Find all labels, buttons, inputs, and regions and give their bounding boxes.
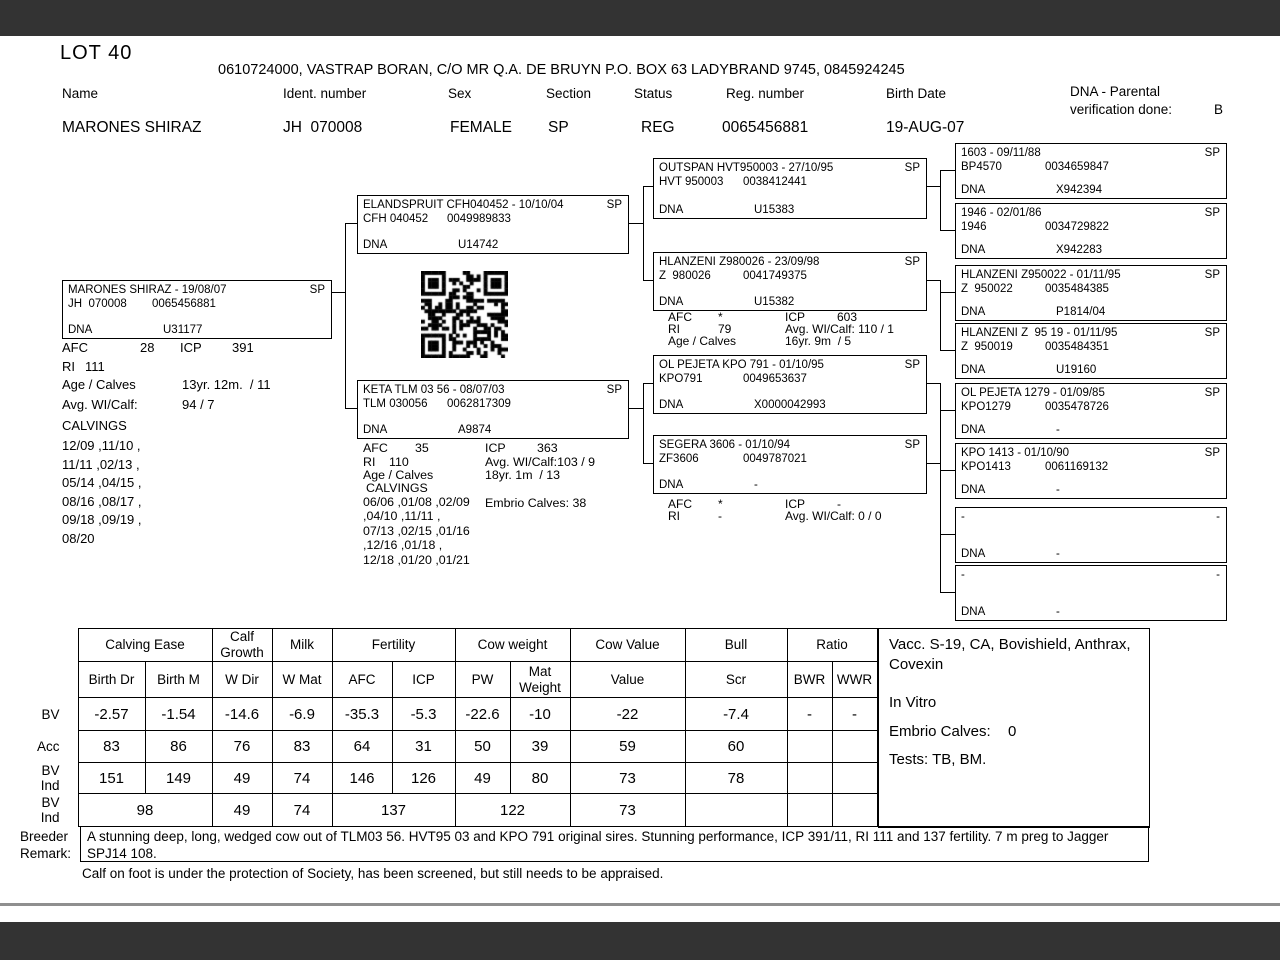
top-bar [0, 0, 1280, 36]
animal-reg-number: 0065456881 [722, 119, 809, 136]
ggp6-dna: - [1056, 483, 1060, 496]
dna-label: DNA [961, 243, 986, 256]
dna-label: DNA [363, 238, 388, 251]
gp1-ident: HVT 950003 [659, 176, 724, 189]
ggp6-reg: 0061169132 [1045, 461, 1109, 474]
subject-age-calves: Age / Calves 13yr. 12m. / 11 [62, 377, 271, 392]
breeder-remark-text: A stunning deep, long, wedged cow out of TLM03 56. HVT95 03 and KPO 791 original sires. Stunning performance, ICP 391/11, RI 111 and 137 fertility. 7 m preg to Jagger SPJ14 108. [87, 829, 1109, 862]
pedigree-box-ggp-7 [955, 507, 1227, 563]
dna-label: DNA [961, 423, 986, 436]
ggp2-title: 1946 - 02/01/86 [961, 207, 1042, 219]
subject-afc-icp: AFC 28 ICP 391 [62, 340, 254, 355]
animal-ident-number: JH 070008 [283, 119, 363, 136]
group-calving-ease: Calving Ease [78, 629, 212, 662]
ggp1-reg: 0034659847 [1045, 161, 1109, 174]
col-scr: Scr [685, 662, 787, 698]
breeder-remark-box [80, 826, 1149, 862]
dna-label: DNA [961, 483, 986, 496]
ggp5-title: OL PEJETA 1279 - 01/09/85 [961, 387, 1105, 399]
gp4-section-flag: SP [904, 439, 920, 451]
dna-label: DNA [659, 203, 684, 216]
ggp5-section-flag: SP [1204, 387, 1220, 399]
pedigree-box-subject [62, 280, 332, 339]
pedigree-box-ggp-8 [955, 565, 1227, 621]
tests-line: Tests: TB, BM. [889, 751, 987, 768]
gp2-reg: 0041749375 [743, 270, 807, 283]
subject-calvings-label: CALVINGS [62, 418, 127, 433]
gp2-ident: Z 980026 [659, 270, 711, 283]
label-section: Section [546, 86, 592, 101]
ggp6-section-flag: SP [1204, 447, 1220, 459]
subject-title: MARONES SHIRAZ - 19/08/07 [68, 284, 227, 296]
gp4-afc-icp: AFC * ICP - [668, 497, 841, 511]
sire-ident: CFH 040452 [363, 213, 429, 226]
dam-embrio-calves: Embrio Calves: 38 [485, 496, 587, 510]
dam-avg-wi-calf: Avg. WI/Calf:103 / 9 [485, 455, 595, 469]
row-label-acc: Acc [20, 731, 78, 763]
pedigree-box-dam [357, 380, 629, 439]
ggp4-section-flag: SP [1204, 327, 1220, 339]
gp2-afc-icp: AFC * ICP 603 [668, 310, 858, 324]
dna-label: DNA [659, 478, 684, 491]
ggp7-title: - [961, 511, 965, 523]
bottom-bar [0, 922, 1280, 960]
gp3-title: OL PEJETA KPO 791 - 01/10/95 [659, 359, 824, 371]
embrio-calves-line: Embrio Calves: 0 [889, 722, 1017, 740]
ggp5-dna: - [1056, 423, 1060, 436]
subject-calvings-list: 12/09 ,11/10 , 11/11 ,02/13 , 05/14 ,04/15 , 08/16 ,08/17 , 09/18 ,09/19 , 08/20 [62, 438, 142, 546]
pedigree-box-ggp-3 [955, 265, 1227, 321]
col-birth-dr: Birth Dr [78, 662, 145, 698]
ebv-bv-row: BV -2.57 -1.54 -14.6 -6.9 -35.3 -5.3 -22.6 -10 -22 -7.4 - - [20, 698, 877, 731]
animal-sex: FEMALE [450, 119, 513, 136]
gp3-ident: KPO791 [659, 373, 703, 386]
ebv-subheader-row [20, 662, 877, 698]
gp3-reg: 0049653637 [743, 373, 807, 386]
subject-avg-wi-calf: Avg. WI/Calf: 94 / 7 [62, 397, 215, 412]
group-cow-weight: Cow weight [455, 629, 570, 662]
subject-ident: JH 070008 [68, 298, 127, 311]
in-vitro-note: In Vitro [889, 694, 937, 711]
label-dna-parental: DNA - Parental [1070, 84, 1161, 99]
animal-section: SP [548, 119, 569, 136]
group-milk: Milk [272, 629, 332, 662]
pedigree-box-gp-dam-sire [653, 355, 927, 414]
dam-calvings-list: 06/06 ,01/08 ,02/09 ,04/10 ,11/11 , 07/13 ,02/15 ,01/16 ,12/16 ,01/18 , 12/18 ,01/20 ,01/21 [363, 495, 470, 567]
ggp1-title: 1603 - 09/11/88 [961, 147, 1041, 159]
vaccination-info-panel [878, 628, 1150, 828]
gp2-ri-avg: RI 79 Avg. WI/Calf: 110 / 1 [668, 322, 894, 336]
subject-section-flag: SP [309, 284, 325, 296]
ggp8-section-flag: - [1216, 569, 1220, 581]
pedigree-box-ggp-5 [955, 383, 1227, 439]
ggp6-title: KPO 1413 - 01/10/90 [961, 447, 1070, 459]
ggp2-section-flag: SP [1204, 207, 1220, 219]
ggp2-reg: 0034729822 [1045, 221, 1109, 234]
ggp1-ident: BP4570 [961, 161, 1002, 174]
ggp5-reg: 0035478726 [1045, 401, 1109, 414]
ggp4-ident: Z 950019 [961, 341, 1013, 354]
ggp4-title: HLANZENI Z 95 19 - 01/11/95 [961, 327, 1118, 339]
pedigree-box-sire [357, 195, 629, 254]
dna-label: DNA [363, 423, 388, 436]
col-w-mat: W Mat [272, 662, 332, 698]
dam-ri: RI 110 [363, 455, 409, 469]
pedigree-box-ggp-6 [955, 443, 1227, 499]
ggp3-section-flag: SP [1204, 269, 1220, 281]
group-calf-growth: Calf Growth [212, 629, 272, 662]
ebv-ind-row: BV Ind 151 149 49 74 146 126 49 80 73 78 [20, 763, 877, 794]
ggp5-ident: KPO1279 [961, 401, 1011, 414]
gp1-reg: 0038412441 [743, 176, 807, 189]
dna-label: DNA [961, 305, 986, 318]
dna-label: DNA [961, 547, 986, 560]
pedigree-box-gp-sire-sire [653, 158, 927, 219]
gp4-ri-avg: RI - Avg. WI/Calf: 0 / 0 [668, 509, 882, 523]
subject-reg: 0065456881 [152, 298, 216, 311]
dna-label: DNA [659, 398, 684, 411]
col-w-dir: W Dir [212, 662, 272, 698]
gp3-section-flag: SP [904, 359, 920, 371]
vaccination-list: Vacc. S-19, CA, Bovishield, Anthrax, Covexin [889, 636, 1131, 673]
animal-name: MARONES SHIRAZ [62, 119, 202, 136]
ggp1-dna: X942394 [1056, 183, 1103, 196]
gp1-dna: U15383 [754, 203, 795, 216]
ggp3-ident: Z 950022 [961, 283, 1013, 296]
sire-dna: U14742 [458, 238, 499, 251]
ebv-table [20, 628, 878, 827]
col-afc: AFC [332, 662, 392, 698]
col-bwr: BWR [787, 662, 832, 698]
lot-number: LOT 40 [60, 42, 133, 64]
col-value: Value [570, 662, 685, 698]
pedigree-box-ggp-4 [955, 323, 1227, 379]
gp2-dna: U15382 [754, 295, 795, 308]
row-label-bv-ind2: BV Ind [20, 794, 78, 827]
animal-status: REG [641, 119, 675, 136]
dam-afc: AFC 35 [363, 441, 429, 455]
row-label-bv: BV [20, 698, 78, 731]
gp2-age-calves: Age / Calves 16yr. 9m / 5 [668, 334, 852, 348]
dam-age-label: Age / Calves [363, 468, 434, 482]
dna-label: DNA [961, 183, 986, 196]
gp3-dna: X0000042993 [754, 398, 826, 411]
ggp8-dna: - [1056, 605, 1060, 618]
ggp7-dna: - [1056, 547, 1060, 560]
group-cow-value: Cow Value [570, 629, 685, 662]
dam-age-value: 18yr. 1m / 13 [485, 468, 561, 482]
label-status: Status [634, 86, 673, 101]
group-bull: Bull [685, 629, 787, 662]
gp2-title: HLANZENI Z980026 - 23/09/98 [659, 256, 820, 268]
pedigree-box-ggp-2 [955, 203, 1227, 259]
ebv-group-header-row [20, 629, 877, 662]
qr-code-icon [421, 271, 508, 358]
group-fertility: Fertility [332, 629, 455, 662]
col-wwr: WWR [832, 662, 877, 698]
dam-section-flag: SP [606, 384, 622, 396]
ggp2-ident: 1946 [961, 221, 987, 234]
ggp3-dna: P1814/04 [1056, 305, 1106, 318]
ggp3-title: HLANZENI Z950022 - 01/11/95 [961, 269, 1121, 281]
society-footnote: Calf on foot is under the protection of Society, has been screened, but still needs to be appraised. [82, 866, 664, 881]
ebv-acc-row: Acc 83 86 76 83 64 31 50 39 59 60 [20, 731, 877, 763]
animal-birth-date: 19-AUG-07 [886, 119, 965, 136]
sire-section-flag: SP [606, 199, 622, 211]
col-icp: ICP [392, 662, 455, 698]
col-birth-m: Birth M [145, 662, 212, 698]
dna-verification-value: B [1214, 102, 1224, 117]
ggp3-reg: 0035484385 [1045, 283, 1109, 296]
ggp8-title: - [961, 569, 965, 581]
dna-label: DNA [961, 363, 986, 376]
ggp6-ident: KPO1413 [961, 461, 1011, 474]
label-ident-number: Ident. number [283, 86, 367, 101]
label-sex: Sex [448, 86, 472, 101]
subject-ri: RI 111 [62, 359, 105, 374]
ggp4-reg: 0035484351 [1045, 341, 1109, 354]
gp2-section-flag: SP [904, 256, 920, 268]
ggp2-dna: X942283 [1056, 243, 1103, 256]
subject-dna: U31177 [163, 323, 203, 336]
gp1-title: OUTSPAN HVT950003 - 27/10/95 [659, 162, 834, 174]
dna-label: DNA [659, 295, 684, 308]
dam-calvings-label: CALVINGS [366, 481, 428, 495]
pedigree-box-gp-dam-dam [653, 435, 927, 494]
breeder-contact-line: 0610724000, VASTRAP BORAN, C/O MR Q.A. DE BRUYN P.O. BOX 63 LADYBRAND 9745, 0845924245 [218, 62, 905, 78]
ggp4-dna: U19160 [1056, 363, 1097, 376]
sire-title: ELANDSPRUIT CFH040452 - 10/10/04 [363, 199, 564, 211]
gp4-reg: 0049787021 [743, 453, 807, 466]
dam-title: KETA TLM 03 56 - 08/07/03 [363, 384, 505, 396]
breeder-remark-label1: Breeder [20, 829, 69, 844]
gp4-title: SEGERA 3606 - 01/10/94 [659, 439, 791, 451]
group-ratio: Ratio [787, 629, 877, 662]
divider-line [0, 903, 1280, 906]
label-reg-number: Reg. number [726, 86, 805, 101]
ggp7-section-flag: - [1216, 511, 1220, 523]
label-name: Name [62, 86, 99, 101]
pedigree-box-ggp-1 [955, 143, 1227, 199]
gp4-ident: ZF3606 [659, 453, 699, 466]
breeder-remark-label2: Remark: [20, 846, 72, 861]
col-pw: PW [455, 662, 510, 698]
dam-icp: ICP 363 [485, 441, 558, 455]
label-dna-verification: verification done: [1070, 102, 1173, 117]
row-label-bv-ind: BV Ind [20, 763, 78, 794]
dam-ident: TLM 030056 [363, 398, 428, 411]
dna-label: DNA [961, 605, 986, 618]
ebv-ind2-row: BV Ind 98 49 74 137 122 73 [20, 794, 877, 827]
gp1-section-flag: SP [904, 162, 920, 174]
label-birth-date: Birth Date [886, 86, 947, 101]
ggp1-section-flag: SP [1204, 147, 1220, 159]
sire-reg: 0049989833 [447, 213, 511, 226]
dam-reg: 0062817309 [447, 398, 511, 411]
pedigree-box-gp-sire-dam [653, 252, 927, 311]
col-mat-weight: Mat Weight [510, 662, 570, 698]
dna-label: DNA [68, 323, 93, 336]
gp4-dna: - [754, 478, 758, 491]
dam-dna: A9874 [458, 423, 492, 436]
